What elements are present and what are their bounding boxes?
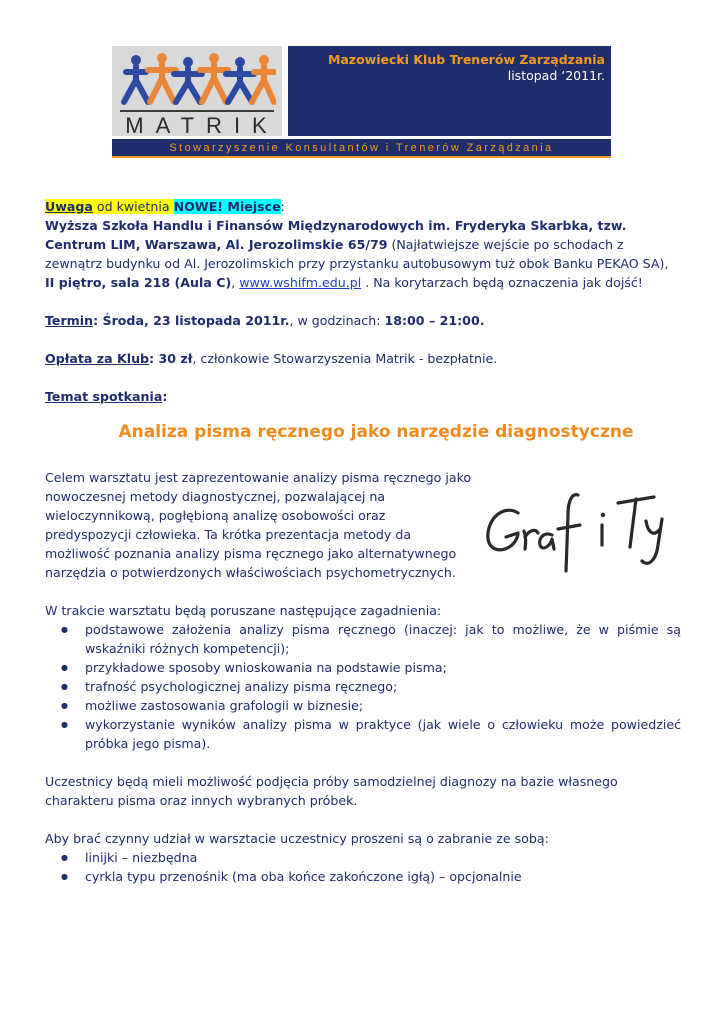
floor-room: II piętro, sala 218 (Aula C) [45, 275, 232, 290]
notice-paragraph [45, 197, 681, 292]
school-website-link[interactable]: www.wshifm.edu.pl [239, 275, 362, 290]
temat-paragraph [45, 387, 681, 406]
uwaga-label: Uwaga [45, 199, 93, 214]
list-item: ● podstawowe założenia analizy pisma ręcznego (inaczej: jak to możliwe, że w piśmie są wskaźniki różnych kompetencji); [85, 620, 681, 658]
topics-list [45, 620, 681, 753]
after-link-text: . Na korytarzach będą oznaczenia jak dojść! [361, 275, 643, 290]
list-item: ● linijki – niezbędna [85, 848, 681, 867]
oplata-colon: : [149, 351, 159, 366]
association-bar: Stowarzyszenie Konsultantów i Trenerów Zarządzania [112, 139, 611, 158]
bring-intro: Aby brać czynny udział w warsztacie uczestnicy proszeni są o zabranie ze sobą: [45, 831, 549, 846]
list-item: ● cyrkla typu przenośnik (ma oba końce zakończone igłą) – opcjonalnie [85, 867, 681, 886]
people-figures-icon [118, 52, 276, 112]
nowe-miejsce-label: NOWE! Miejsce [173, 199, 281, 214]
temat-label: Temat spotkania [45, 389, 163, 404]
graf-i-ty-logo [478, 475, 683, 580]
notice-colon: : [280, 199, 285, 214]
termin-colon: : [93, 313, 103, 328]
logo-rule [120, 110, 274, 112]
intro-paragraph: Celem warsztatu jest zaprezentowanie analizy pisma ręcznego jako nowoczesnej metody diagnostycznej, pozwalającej na wieloczynnikową, pogłębioną analizę osobowości oraz predyspozycji człowieka. Ta krótka prezentacja metody da możliwość poznania analizy pisma ręcznego jako alternatywnego narzędzia o potwierdzonych właściwościach psychometrycznych. [45, 470, 472, 580]
matrik-logo [112, 46, 282, 136]
termin-label: Termin [45, 313, 94, 328]
club-name: Mazowiecki Klub Trenerów Zarządzania [327, 52, 605, 67]
main-title: Analiza pisma ręcznego jako narzędzie diagnostyczne [118, 422, 634, 442]
notice-comma: , [231, 275, 240, 290]
bring-list [45, 848, 681, 886]
oplata-price: 30 zł [158, 351, 193, 366]
oplata-paragraph [45, 349, 681, 368]
header-title-box [288, 46, 611, 136]
termin-hours: 18:00 – 21:00. [384, 313, 485, 328]
termin-paragraph [45, 311, 681, 330]
termin-hours-text: , w godzinach: [289, 313, 385, 328]
logo-text: MATRIK [125, 113, 279, 138]
oplata-label: Opłata za Klub [45, 351, 150, 366]
list-item: ● wykorzystanie wyników analizy pisma w praktyce (jak wiele o człowieku może powiedzieć próbka jego pisma). [85, 715, 681, 753]
list-item: ● trafność psychologicznej analizy pisma ręcznego; [85, 677, 681, 696]
termin-date: Środa, 23 listopada 2011r. [102, 313, 290, 328]
school-name: Wyższa Szkoła Handlu i Finansów Międzynarodowych im. Fryderyka Skarbka, tzw. Centrum LIM, Warszawa, Al. Jerozolimskie 65/79 [45, 218, 627, 252]
club-date: listopad ‘2011r. [507, 68, 605, 83]
directions-text: (Najłatwiejsze wejście po schodach z zewnątrz budynku od Al. Jerozolimskich przy przystanku autobusowym tuż obok Banku PEKAO SA), [45, 237, 669, 271]
list-item: ● możliwe zastosowania grafologii w biznesie; [85, 696, 681, 715]
list-item: ● przykładowe sposoby wnioskowania na podstawie pisma; [85, 658, 681, 677]
topics-intro: W trakcie warsztatu będą poruszane następujące zagadnienia: [45, 603, 442, 618]
od-kwietnia-text: od kwietnia [92, 199, 174, 214]
participants-paragraph: Uczestnicy będą mieli możliwość podjęcia próby samodzielnej diagnozy na bazie własnego charakteru pisma oraz innych wybranych próbek. [45, 774, 618, 808]
oplata-rest: , członkowie Stowarzyszenia Matrik - bezpłatnie. [192, 351, 498, 366]
temat-colon: : [162, 389, 168, 404]
